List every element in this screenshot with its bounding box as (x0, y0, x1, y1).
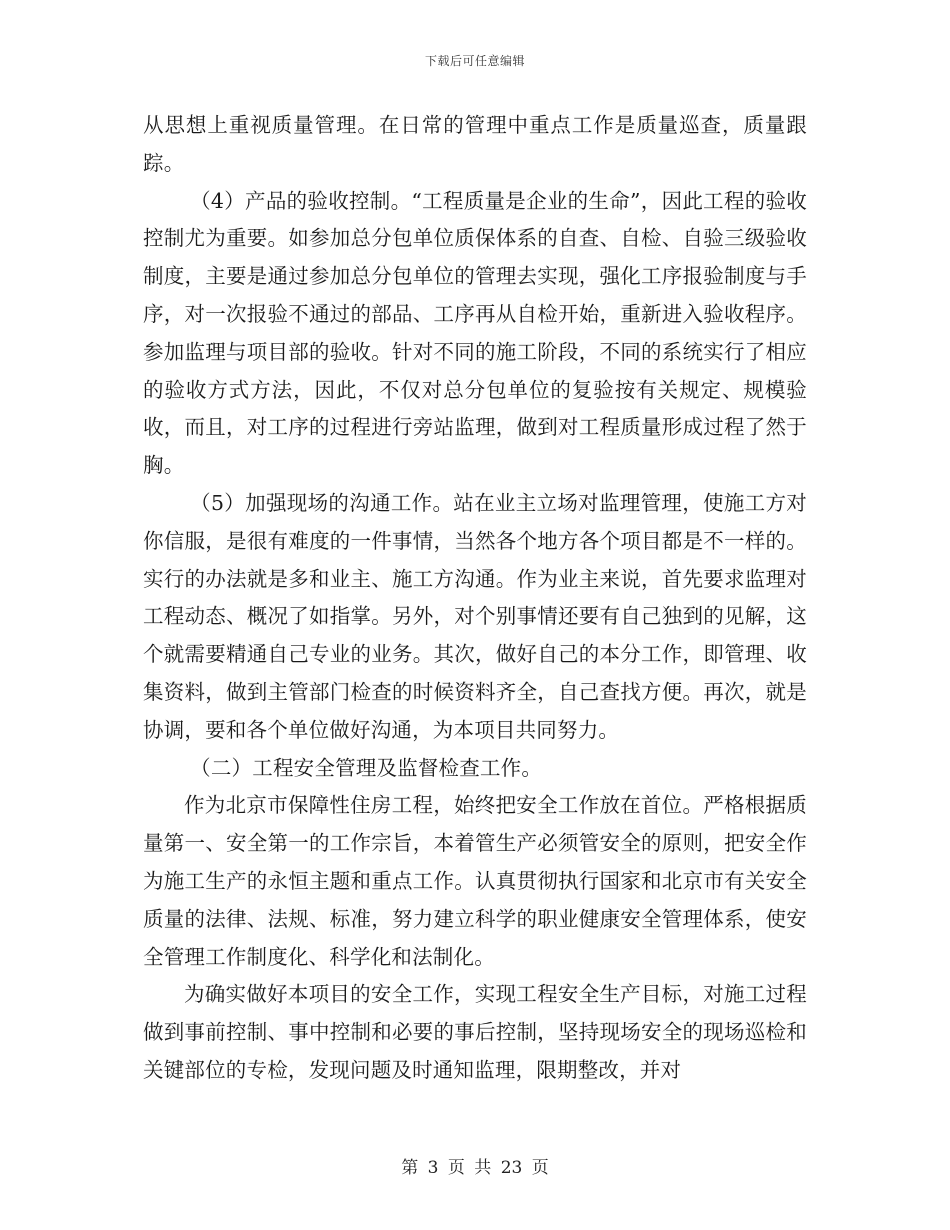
paragraph-safety-priority: 作为北京市保障性住房工程，始终把安全工作放在首位。严格根据质量第一、安全第一的工作宗旨，本着管生产必须管安全的原则，把安全作为施工生产的永恒主题和重点工作。认真贯彻执行国家和北京市有关安全质量的法律、法规、标准，努力建立科学的职业健康安全管理体系，使安全管理工作制度化、科学化和法制化。 (143, 793, 807, 969)
document-body (143, 107, 807, 1090)
paragraph-acceptance-control: （4）产品的验收控制。“工程质量是企业的生命”，因此工程的验收控制尤为重要。如参加总分包单位质保体系的自查、自检、自验三级验收制度，主要是通过参加总分包单位的管理去实现，强化工序报验制度与手序，对一次报验不通过的部品、工序再从自检开始，重新进入验收程序。参加监理与项目部的验收。针对不同的施工阶段，不同的系统实行了相应的验收方式方法，因此，不仅对总分包单位的复验按有关规定、规模验收，而且，对工序的过程进行旁站监理，做到对工程质量形成过程了然于胸。 (143, 188, 807, 478)
paragraph-site-communication: （5）加强现场的沟通工作。站在业主立场对监理管理，使施工方对你信服，是很有难度的一件事情，当然各个地方各个项目都是不一样的。实行的办法就是多和业主、施工方沟通。作为业主来说，首先要求监理对工程动态、概况了如指掌。另外，对个别事情还要有自己独到的见解，这个就需要精通自己专业的业务。其次，做好自己的本分工作，即管理、收集资料，做到主管部门检查的时候资料齐全，自己查找方便。再次，就是协调，要和各个单位做好沟通，为本项目共同努力。 (143, 490, 807, 742)
paragraph-continuation: 从思想上重视质量管理。在日常的管理中重点工作是质量巡查，质量跟踪。 (143, 113, 807, 175)
paragraph-safety-measures: 为确实做好本项目的安全工作，实现工程安全生产目标，对施工过程做到事前控制、事中控制和必要的事后控制，坚持现场安全的现场巡检和关键部位的专检，发现问题及时通知监理，限期整改，并对 (143, 982, 807, 1082)
page-header: 下载后可任意编辑 (424, 54, 525, 68)
page-number: 第 3 页 共 23 页 (401, 1158, 549, 1178)
section-heading-safety: （二）工程安全管理及监督检查工作。 (190, 755, 543, 780)
